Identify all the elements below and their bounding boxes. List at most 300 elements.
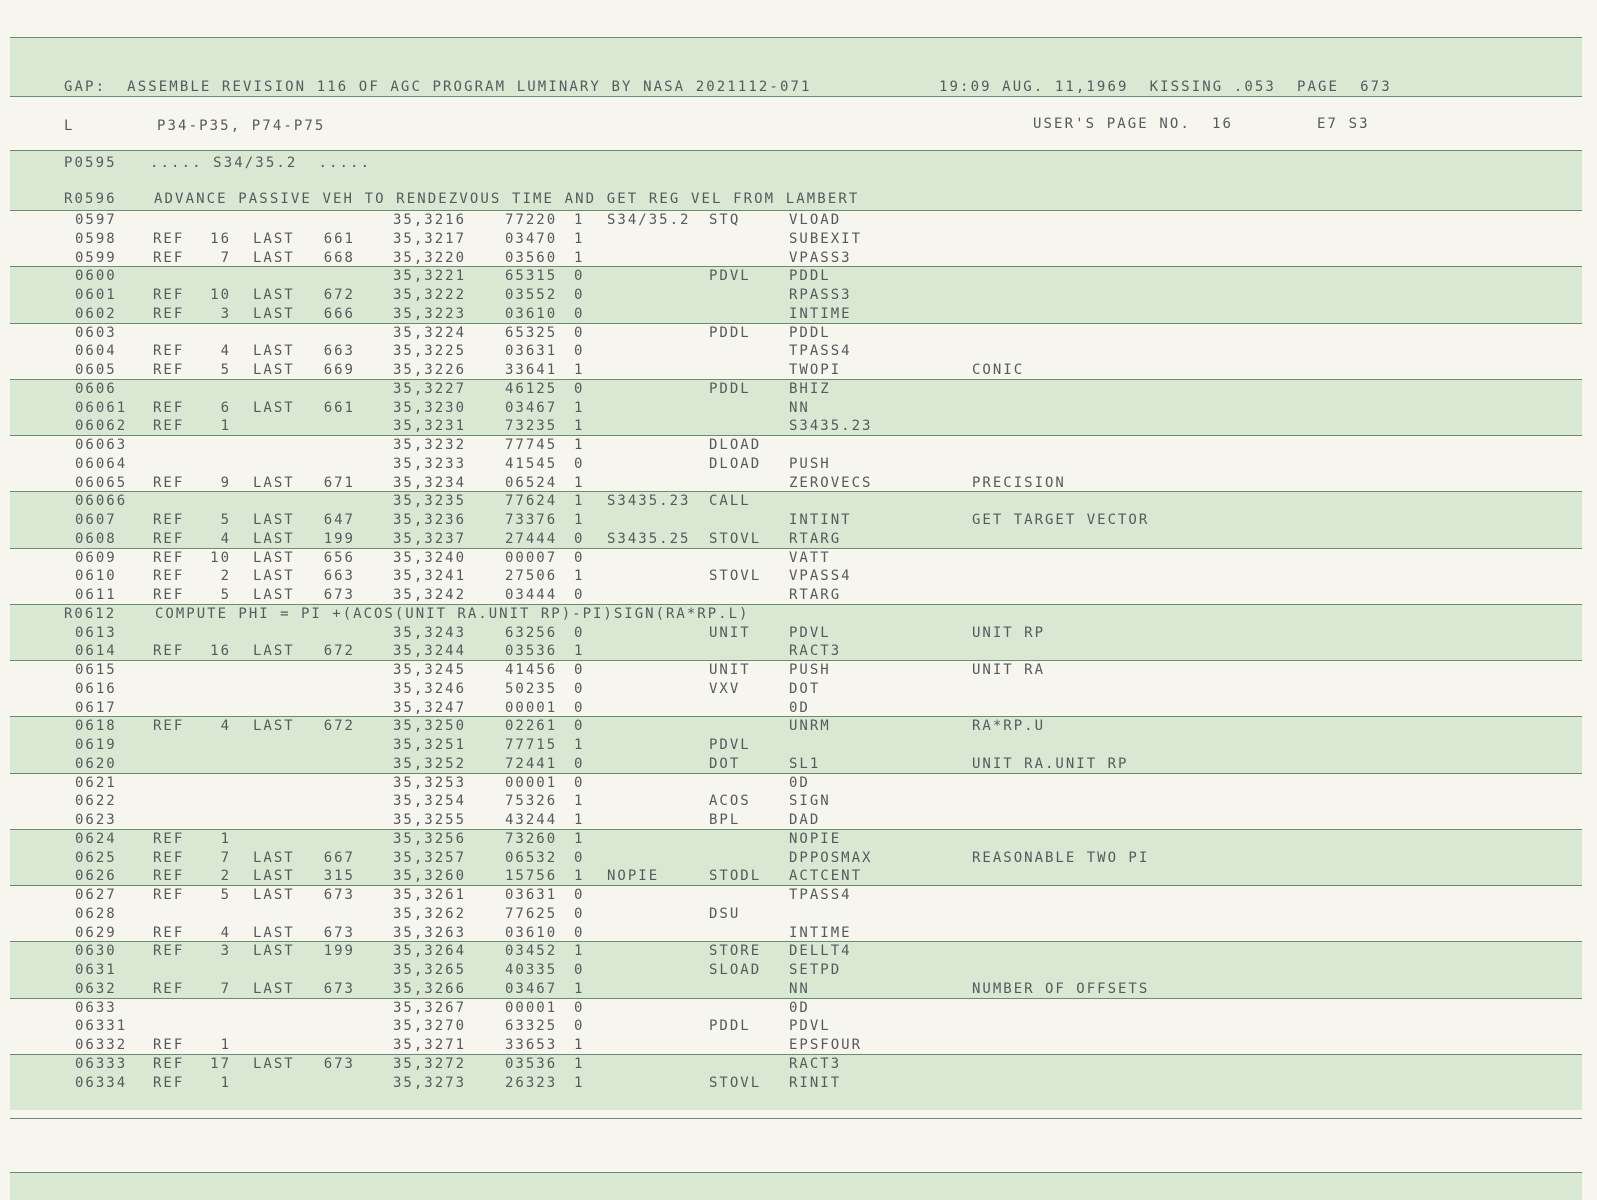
octal-code: 73376: [505, 512, 558, 528]
last-label: LAST: [253, 474, 295, 491]
line-number: 0598: [75, 230, 117, 247]
address: 35,3223: [393, 305, 467, 322]
octal-code: 00001: [505, 699, 558, 716]
parity-flag: 1: [574, 1055, 585, 1072]
line-number: 0601: [75, 287, 117, 303]
line-number: 0630: [75, 943, 117, 960]
opcode: PDVL: [709, 737, 751, 753]
octal-code: 73235: [505, 418, 558, 435]
comment: RA*RP.U: [972, 718, 1046, 735]
line-number: 0622: [75, 793, 117, 810]
parity-flag: 1: [574, 512, 585, 528]
parity-flag: 0: [574, 268, 585, 285]
operand: EPSFOUR: [789, 1037, 863, 1053]
operand: DOT: [789, 680, 821, 697]
octal-code: 77624: [505, 493, 558, 510]
table-row: [0, 229, 1597, 248]
opcode: STOVL: [709, 530, 762, 547]
operand: BHIZ: [789, 380, 831, 397]
octal-code: 41456: [505, 662, 558, 678]
ref-count: 9: [220, 474, 231, 491]
line-number: 0619: [75, 737, 117, 753]
operand: SL1: [789, 755, 821, 772]
ref-label: REF: [153, 418, 185, 435]
parity-flag: 0: [574, 305, 585, 322]
address: 35,3235: [393, 493, 467, 510]
line-number: 0626: [75, 868, 117, 885]
ref-label: REF: [153, 868, 185, 885]
table-row: [0, 585, 1597, 604]
bottom-band: [10, 1172, 1582, 1200]
last-page: 199: [323, 943, 355, 960]
address: 35,3264: [393, 943, 467, 960]
parity-flag: 0: [574, 774, 585, 791]
section-code: E7 S3: [1317, 116, 1370, 132]
operand: TWOPI: [789, 362, 842, 378]
last-label: LAST: [253, 943, 295, 960]
octal-code: 73260: [505, 830, 558, 847]
last-label: LAST: [253, 362, 295, 378]
ref-label: REF: [153, 305, 185, 322]
last-page: 661: [323, 399, 355, 416]
ref-label: REF: [153, 530, 185, 547]
octal-code: 03610: [505, 305, 558, 322]
line-number: 0597: [75, 212, 117, 228]
table-row: [0, 979, 1597, 998]
last-page: 199: [323, 530, 355, 547]
octal-code: 77745: [505, 437, 558, 453]
ref-count: 7: [220, 849, 231, 866]
ref-label: REF: [153, 924, 185, 941]
octal-code: 77715: [505, 737, 558, 753]
address: 35,3227: [393, 380, 467, 397]
ref-count: 1: [220, 418, 231, 435]
ref-count: 4: [220, 530, 231, 547]
parity-flag: 0: [574, 324, 585, 341]
title-line-text: ..... S34/35.2 .....: [150, 155, 372, 171]
line-number: 0621: [75, 774, 117, 791]
remark-text: COMPUTE PHI = PI +(ACOS(UNIT RA.UNIT RP)-PI)SIGN(RA*RP.L): [155, 605, 750, 622]
last-page: 671: [323, 474, 355, 491]
line-number: 0613: [75, 624, 117, 641]
last-label: LAST: [253, 924, 295, 941]
last-label: LAST: [253, 530, 295, 547]
octal-code: 03470: [505, 230, 558, 247]
table-row: [0, 716, 1597, 735]
address: 35,3247: [393, 699, 467, 716]
last-label: LAST: [253, 287, 295, 303]
last-label: LAST: [253, 887, 295, 903]
parity-flag: 0: [574, 1018, 585, 1035]
parity-flag: 0: [574, 924, 585, 941]
octal-code: 00001: [505, 999, 558, 1016]
parity-flag: 1: [574, 399, 585, 416]
header-timestamp-page: 19:09 AUG. 11,1969 KISSING .053 PAGE 673: [939, 79, 1392, 95]
line-number: 06061: [75, 399, 128, 416]
operand: DAD: [789, 812, 821, 828]
octal-code: 26323: [505, 1074, 558, 1091]
line-number: 06332: [75, 1037, 128, 1053]
ref-label: REF: [153, 230, 185, 247]
address: 35,3253: [393, 774, 467, 791]
octal-code: 03552: [505, 287, 558, 303]
last-page: 315: [323, 868, 355, 885]
operand: ACTCENT: [789, 868, 863, 885]
parity-flag: 0: [574, 343, 585, 360]
ref-label: REF: [153, 249, 185, 266]
symbol-label: S3435.23: [607, 493, 691, 510]
last-page: 672: [323, 643, 355, 660]
octal-code: 41545: [505, 455, 558, 472]
octal-code: 03560: [505, 249, 558, 266]
address: 35,3254: [393, 793, 467, 810]
line-number: 06333: [75, 1055, 128, 1072]
ref-label: REF: [153, 849, 185, 866]
line-number: 0610: [75, 568, 117, 585]
last-page: 647: [323, 512, 355, 528]
operand: VLOAD: [789, 212, 842, 228]
table-row: [0, 566, 1597, 585]
address: 35,3233: [393, 455, 467, 472]
header-title: GAP: ASSEMBLE REVISION 116 OF AGC PROGRAM LUMINARY BY NASA 2021112-071: [64, 79, 812, 95]
symbol-label: S3435.25: [607, 530, 691, 547]
operand: SIGN: [789, 793, 831, 810]
operand: RACT3: [789, 643, 842, 660]
opcode: VXV: [709, 680, 741, 697]
octal-code: 33641: [505, 362, 558, 378]
parity-flag: 1: [574, 830, 585, 847]
parity-flag: 0: [574, 905, 585, 922]
line-number: 0627: [75, 887, 117, 903]
line-number: 0599: [75, 249, 117, 266]
ref-label: REF: [153, 830, 185, 847]
octal-code: 43244: [505, 812, 558, 828]
address: 35,3260: [393, 868, 467, 885]
address: 35,3232: [393, 437, 467, 453]
opcode: DLOAD: [709, 437, 762, 453]
operand: SETPD: [789, 962, 842, 978]
address: 35,3256: [393, 830, 467, 847]
address: 35,3246: [393, 680, 467, 697]
table-row: [0, 1073, 1597, 1092]
line-number: 06065: [75, 474, 128, 491]
table-row: [0, 435, 1597, 454]
line-number: 0628: [75, 905, 117, 922]
line-number: 06331: [75, 1018, 128, 1035]
line-number: 0632: [75, 980, 117, 997]
last-page: 673: [323, 1055, 355, 1072]
last-label: LAST: [253, 568, 295, 585]
parity-flag: 0: [574, 680, 585, 697]
parity-flag: 0: [574, 999, 585, 1016]
parity-flag: 1: [574, 868, 585, 885]
ref-count: 10: [210, 287, 231, 303]
table-row: [0, 941, 1597, 960]
opcode: DOT: [709, 755, 741, 772]
comment: CONIC: [972, 362, 1025, 378]
address: 35,3251: [393, 737, 467, 753]
parity-flag: 1: [574, 362, 585, 378]
address: 35,3236: [393, 512, 467, 528]
operand: PDVL: [789, 624, 831, 641]
last-page: 656: [323, 549, 355, 566]
opcode: BPL: [709, 812, 741, 828]
line-number: 06334: [75, 1074, 128, 1091]
address: 35,3244: [393, 643, 467, 660]
opcode: STQ: [709, 212, 741, 228]
ref-count: 1: [220, 1037, 231, 1053]
operand: INTIME: [789, 924, 852, 941]
octal-code: 40335: [505, 962, 558, 978]
parity-flag: 1: [574, 643, 585, 660]
table-row: [0, 285, 1597, 304]
operand: ZEROVECS: [789, 474, 873, 491]
operand: 0D: [789, 774, 810, 791]
octal-code: 00001: [505, 774, 558, 791]
last-label: LAST: [253, 399, 295, 416]
line-number: 0633: [75, 999, 117, 1016]
table-row: [0, 773, 1597, 792]
operand: VATT: [789, 549, 831, 566]
operand: NN: [789, 399, 810, 416]
address: 35,3250: [393, 718, 467, 735]
opcode: PDVL: [709, 268, 751, 285]
line-number: 0631: [75, 962, 117, 978]
address: 35,3225: [393, 343, 467, 360]
parity-flag: 0: [574, 887, 585, 903]
opcode: UNIT: [709, 624, 751, 641]
ref-label: REF: [153, 718, 185, 735]
last-page: 673: [323, 887, 355, 903]
ref-count: 2: [220, 568, 231, 585]
opcode: PDDL: [709, 324, 751, 341]
parity-flag: 0: [574, 380, 585, 397]
octal-code: 33653: [505, 1037, 558, 1053]
octal-code: 15756: [505, 868, 558, 885]
address: 35,3255: [393, 812, 467, 828]
operand: RTARG: [789, 587, 842, 603]
octal-code: 65315: [505, 268, 558, 285]
table-row: [0, 360, 1597, 379]
opcode: CALL: [709, 493, 751, 510]
ref-count: 1: [220, 830, 231, 847]
operand: RINIT: [789, 1074, 842, 1091]
operand: RACT3: [789, 1055, 842, 1072]
table-row: [0, 510, 1597, 529]
line-number: 0620: [75, 755, 117, 772]
last-page: 666: [323, 305, 355, 322]
parity-flag: 1: [574, 474, 585, 491]
line-number: 0605: [75, 362, 117, 378]
ref-count: 4: [220, 343, 231, 360]
address: 35,3216: [393, 212, 467, 228]
ref-label: REF: [153, 287, 185, 303]
octal-code: 02261: [505, 718, 558, 735]
opcode: PDDL: [709, 380, 751, 397]
ref-label: REF: [153, 362, 185, 378]
line-number: 0603: [75, 324, 117, 341]
operand: TPASS4: [789, 343, 852, 360]
opcode: STOVL: [709, 568, 762, 585]
last-label: LAST: [253, 305, 295, 322]
line-number: 0618: [75, 718, 117, 735]
parity-flag: 1: [574, 568, 585, 585]
ref-count: 5: [220, 887, 231, 903]
ref-count: 7: [220, 980, 231, 997]
octal-code: 46125: [505, 380, 558, 397]
parity-flag: 1: [574, 980, 585, 997]
title-top-rule: [10, 150, 1582, 151]
header-bottom-rule: [10, 96, 1582, 97]
operand: PDVL: [789, 1018, 831, 1035]
table-row: [0, 323, 1597, 342]
opcode: STODL: [709, 868, 762, 885]
ref-label: REF: [153, 1074, 185, 1091]
parity-flag: 0: [574, 624, 585, 641]
table-row: [0, 473, 1597, 492]
octal-code: 27506: [505, 568, 558, 585]
last-page: 672: [323, 287, 355, 303]
ref-label: REF: [153, 1037, 185, 1053]
octal-code: 03452: [505, 943, 558, 960]
table-row: [0, 623, 1597, 642]
line-number: 06064: [75, 455, 128, 472]
ref-label: REF: [153, 643, 185, 660]
operand: TPASS4: [789, 887, 852, 903]
address: 35,3261: [393, 887, 467, 903]
ref-count: 7: [220, 249, 231, 266]
operand: RPASS3: [789, 287, 852, 303]
last-page: 661: [323, 230, 355, 247]
ref-count: 5: [220, 362, 231, 378]
operand: NOPIE: [789, 830, 842, 847]
line-number: 06066: [75, 493, 128, 510]
last-page: 673: [323, 980, 355, 997]
opcode: DLOAD: [709, 455, 762, 472]
octal-code: 00007: [505, 549, 558, 566]
user-page-number: USER'S PAGE NO. 16: [1033, 116, 1234, 132]
last-label: LAST: [253, 343, 295, 360]
table-row: [0, 679, 1597, 698]
octal-code: 65325: [505, 324, 558, 341]
address: 35,3265: [393, 962, 467, 978]
comment: UNIT RA: [972, 662, 1046, 678]
operand: DELLT4: [789, 943, 852, 960]
octal-code: 06532: [505, 849, 558, 866]
operand: PUSH: [789, 662, 831, 678]
operand: RTARG: [789, 530, 842, 547]
ref-label: REF: [153, 887, 185, 903]
address: 35,3221: [393, 268, 467, 285]
line-number: 0609: [75, 549, 117, 566]
last-label: LAST: [253, 249, 295, 266]
address: 35,3231: [393, 418, 467, 435]
address: 35,3220: [393, 249, 467, 266]
address: 35,3242: [393, 587, 467, 603]
octal-code: 06524: [505, 474, 558, 491]
opcode: UNIT: [709, 662, 751, 678]
table-row: [0, 848, 1597, 867]
operand: UNRM: [789, 718, 831, 735]
last-label: LAST: [253, 512, 295, 528]
line-number: 0617: [75, 699, 117, 716]
opcode: DSU: [709, 905, 741, 922]
symbol-label: S34/35.2: [607, 212, 691, 228]
last-label: LAST: [253, 643, 295, 660]
ref-count: 17: [210, 1055, 231, 1072]
parity-flag: 0: [574, 455, 585, 472]
line-number: 0616: [75, 680, 117, 697]
ref-count: 4: [220, 718, 231, 735]
parity-flag: 1: [574, 418, 585, 435]
parity-flag: 0: [574, 718, 585, 735]
operand: VPASS3: [789, 249, 852, 266]
table-row: [0, 529, 1597, 548]
opcode: ACOS: [709, 793, 751, 810]
line-number: 0604: [75, 343, 117, 360]
ref-count: 6: [220, 399, 231, 416]
operand: S3435.23: [789, 418, 873, 435]
table-row: [0, 1054, 1597, 1073]
table-row: [0, 885, 1597, 904]
address: 35,3245: [393, 662, 467, 678]
octal-code: 03467: [505, 980, 558, 997]
line-number: 0614: [75, 643, 117, 660]
table-row: [0, 210, 1597, 229]
octal-code: 03536: [505, 1055, 558, 1072]
table-row: [0, 416, 1597, 435]
parity-flag: 1: [574, 1037, 585, 1053]
comment: UNIT RA.UNIT RP: [972, 755, 1129, 772]
parity-flag: 1: [574, 249, 585, 266]
last-page: 673: [323, 587, 355, 603]
opcode: PDDL: [709, 1018, 751, 1035]
operand: PDDL: [789, 268, 831, 285]
address: 35,3234: [393, 474, 467, 491]
table-row: [0, 923, 1597, 942]
octal-code: 27444: [505, 530, 558, 547]
table-row: [0, 866, 1597, 885]
comment: PRECISION: [972, 474, 1066, 491]
octal-code: 63256: [505, 624, 558, 641]
operand: 0D: [789, 999, 810, 1016]
ref-count: 16: [210, 230, 231, 247]
line-number: 0606: [75, 380, 117, 397]
octal-code: 03536: [505, 643, 558, 660]
line-number: R0612: [64, 605, 117, 622]
last-page: 663: [323, 343, 355, 360]
table-row: [0, 266, 1597, 285]
ref-label: REF: [153, 943, 185, 960]
operand: SUBEXIT: [789, 230, 863, 247]
ref-label: REF: [153, 980, 185, 997]
ref-count: 3: [220, 305, 231, 322]
parity-flag: 0: [574, 755, 585, 772]
address: 35,3243: [393, 624, 467, 641]
last-label: LAST: [253, 230, 295, 247]
last-page: 668: [323, 249, 355, 266]
line-number: 0624: [75, 830, 117, 847]
ref-count: 16: [210, 643, 231, 660]
line-number: 0625: [75, 849, 117, 866]
listing-mark: L: [64, 118, 75, 134]
table-row: [0, 735, 1597, 754]
address: 35,3241: [393, 568, 467, 585]
ref-label: REF: [153, 343, 185, 360]
address: 35,3267: [393, 999, 467, 1016]
table-row: [0, 660, 1597, 679]
last-label: LAST: [253, 718, 295, 735]
